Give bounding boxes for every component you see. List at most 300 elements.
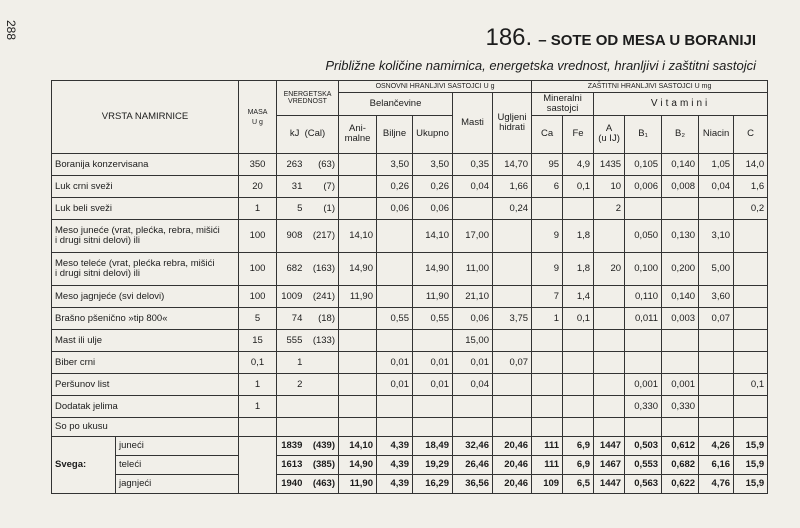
cell-mas: 11,00 <box>453 252 493 285</box>
cell-b1: 0,105 <box>625 153 662 175</box>
cell-masa: 350 <box>239 153 277 175</box>
cell-masa: 1 <box>239 395 277 417</box>
cell-c: 15,9 <box>734 436 768 455</box>
cell-a <box>594 285 625 307</box>
cell-bil: 4,39 <box>377 436 413 455</box>
header-ugljeni: Ugljeni hidrati <box>493 93 532 154</box>
cell-b2: 0,003 <box>662 307 699 329</box>
item-name: Dodatak jelima <box>55 400 118 412</box>
cell-kj: 5 <box>297 202 303 214</box>
cell-c: 1,6 <box>734 175 768 197</box>
nutrition-table <box>51 80 768 494</box>
cell-b1: 0,503 <box>625 436 662 455</box>
item-name: Luk beli sveži <box>55 202 113 214</box>
header-masa-label: MASA <box>247 109 268 116</box>
cell-b1: 0,330 <box>625 395 662 417</box>
cell-b1 <box>625 417 662 436</box>
cell-ca: 95 <box>532 153 563 175</box>
cell-bil <box>377 252 413 285</box>
cell-c <box>734 395 768 417</box>
cell-b1: 0,011 <box>625 307 662 329</box>
cell-cal: (63) <box>318 158 335 170</box>
cell-nia: 5,00 <box>699 252 734 285</box>
cell-a: 10 <box>594 175 625 197</box>
cell-uku: 0,01 <box>413 351 453 373</box>
cell-ani: 14,90 <box>339 252 377 285</box>
cell-energy <box>277 175 339 197</box>
cell-a <box>594 307 625 329</box>
cell-nia <box>699 329 734 351</box>
item-name: Peršunov list <box>55 378 110 390</box>
cell-ani <box>339 329 377 351</box>
cell-masa: 100 <box>239 252 277 285</box>
cell-nia: 4,26 <box>699 436 734 455</box>
cell-b1: 0,050 <box>625 219 662 252</box>
cell-masa: 15 <box>239 329 277 351</box>
cell-ca <box>532 395 563 417</box>
header-vrsta: VRSTA NAMIRNICE <box>52 81 239 154</box>
cell-ani <box>339 307 377 329</box>
item-name: Meso teleće (vrat, plećka rebra, mišići <box>55 257 215 269</box>
cell-fe: 1,8 <box>563 219 594 252</box>
cell-a: 1447 <box>594 474 625 493</box>
cell-cal: (18) <box>318 312 335 324</box>
cell-name <box>52 373 239 395</box>
cell-energy <box>277 395 339 417</box>
cell-b2: 0,140 <box>662 285 699 307</box>
table-row <box>52 307 768 329</box>
cell-c: 0,2 <box>734 197 768 219</box>
header-belancevine: Belančevine <box>339 93 453 116</box>
cell-kj: 908 <box>286 229 303 241</box>
cell-masa: 20 <box>239 175 277 197</box>
cell-ani: 11,90 <box>339 285 377 307</box>
cell-cal: (385) <box>312 459 335 471</box>
cell-name <box>52 395 239 417</box>
table-subtitle: Približne količine namirnica, energetska vrednost, hranljivi i zaštitni sastojci <box>325 58 756 73</box>
cell-b2: 0,001 <box>662 373 699 395</box>
cell-energy <box>277 252 339 285</box>
cell-name <box>52 219 239 252</box>
recipe-number: 186. <box>485 24 533 51</box>
cell-kj: 31 <box>291 180 303 192</box>
cell-ugl <box>493 395 532 417</box>
cell-b2 <box>662 351 699 373</box>
cell-kj: 1613 <box>281 459 303 471</box>
cell-kj: 1940 <box>281 478 303 490</box>
cell-kj: 2 <box>297 378 303 390</box>
header-a-label: A <box>605 123 613 135</box>
cell-c <box>734 307 768 329</box>
cell-b1: 0,563 <box>625 474 662 493</box>
cell-fe <box>563 373 594 395</box>
cell-ugl <box>493 373 532 395</box>
cell-c: 14,0 <box>734 153 768 175</box>
cell-nia: 0,04 <box>699 175 734 197</box>
cell-ani <box>339 395 377 417</box>
cell-masa: 100 <box>239 219 277 252</box>
header-masa <box>239 81 277 154</box>
header-ukupno: Ukupno <box>413 115 453 153</box>
cell-nia <box>699 351 734 373</box>
cell-fe: 1,4 <box>563 285 594 307</box>
cell-bil <box>377 219 413 252</box>
cell-uku: 19,29 <box>413 455 453 474</box>
recipe-title <box>485 24 756 52</box>
cell-b1: 0,553 <box>625 455 662 474</box>
cell-energy <box>277 474 339 493</box>
cell-ugl <box>493 285 532 307</box>
table-row <box>52 329 768 351</box>
cell-ugl: 0,24 <box>493 197 532 219</box>
cell-cal: (133) <box>312 334 335 346</box>
cell-masa: 0,1 <box>239 351 277 373</box>
cell-nia <box>699 197 734 219</box>
cell-energy <box>277 197 339 219</box>
header-kj-cal <box>277 115 339 153</box>
cell-bil: 0,55 <box>377 307 413 329</box>
cell-b1 <box>625 351 662 373</box>
table-row <box>52 153 768 175</box>
cell-ani <box>339 197 377 219</box>
cell-name <box>52 197 239 219</box>
cell-energy <box>277 153 339 175</box>
cell-c <box>734 329 768 351</box>
cell-b1 <box>625 329 662 351</box>
item-name: Meso jagnjeće (svi delovi) <box>55 290 165 302</box>
cell-b2: 0,612 <box>662 436 699 455</box>
header-niacin: Niacin <box>699 115 734 153</box>
totals-label: Svega: <box>55 459 87 471</box>
header-masti: Masti <box>453 93 493 154</box>
cell-ugl: 3,75 <box>493 307 532 329</box>
cell-bil: 0,01 <box>377 373 413 395</box>
cell-ani: 11,90 <box>339 474 377 493</box>
header-vitamini: Vitamini <box>594 93 768 116</box>
cell-a <box>594 329 625 351</box>
cell-ugl <box>493 219 532 252</box>
item-name: Brašno pšenično »tip 800« <box>55 312 168 324</box>
cell-bil: 0,26 <box>377 175 413 197</box>
cell-cal: (241) <box>312 290 335 302</box>
cell-mas <box>453 417 493 436</box>
header-fe: Fe <box>563 115 594 153</box>
cell-b1: 0,100 <box>625 252 662 285</box>
cell-ca: 7 <box>532 285 563 307</box>
cell-a: 1467 <box>594 455 625 474</box>
cell-a <box>594 351 625 373</box>
cell-b1: 0,110 <box>625 285 662 307</box>
cell-cal: (217) <box>312 229 335 241</box>
cell-c: 15,9 <box>734 455 768 474</box>
cell-fe: 6,5 <box>563 474 594 493</box>
cell-fe: 0,1 <box>563 175 594 197</box>
cell-ca <box>532 197 563 219</box>
cell-energy <box>277 351 339 373</box>
cell-fe <box>563 197 594 219</box>
cell-c <box>734 252 768 285</box>
cell-nia <box>699 395 734 417</box>
header-osnovni: OSNOVNI HRANLJIVI SASTOJCI U g <box>339 81 532 93</box>
cell-uku: 14,90 <box>413 252 453 285</box>
cell-uku <box>413 395 453 417</box>
header-kj: kJ <box>289 128 300 140</box>
cell-nia: 0,07 <box>699 307 734 329</box>
header-animalne: Ani-malne <box>339 115 377 153</box>
cell-bil: 3,50 <box>377 153 413 175</box>
cell-uku <box>413 329 453 351</box>
cell-b2: 0,130 <box>662 219 699 252</box>
cell-name <box>52 351 239 373</box>
cell-c <box>734 351 768 373</box>
cell-uku: 0,01 <box>413 373 453 395</box>
cell-ani: 14,10 <box>339 219 377 252</box>
cell-cal: (7) <box>323 180 335 192</box>
cell-name <box>52 307 239 329</box>
cell-a: 1447 <box>594 436 625 455</box>
cell-kj: 1009 <box>281 290 303 302</box>
cell-name <box>52 417 239 436</box>
item-name: Mast ili ulje <box>55 334 102 346</box>
cell-mas: 0,35 <box>453 153 493 175</box>
page-number: 288 <box>4 20 18 41</box>
recipe-name: – SOTE OD MESA U BORANIJI <box>538 32 756 49</box>
table-row <box>52 373 768 395</box>
cell-name <box>52 175 239 197</box>
cell-mas: 32,46 <box>453 436 493 455</box>
item-name-cont: i drugi sitni delovi) ili <box>55 234 141 246</box>
cell-ugl <box>493 252 532 285</box>
cell-c <box>734 417 768 436</box>
cell-c: 15,9 <box>734 474 768 493</box>
cell-ugl: 20,46 <box>493 474 532 493</box>
cell-mas <box>453 197 493 219</box>
table-row <box>52 175 768 197</box>
cell-cal: (1) <box>323 202 335 214</box>
cell-ugl: 0,07 <box>493 351 532 373</box>
header-energetska: ENERGETSKA VREDNOST <box>277 81 339 116</box>
cell-ca <box>532 373 563 395</box>
cell-fe: 0,1 <box>563 307 594 329</box>
cell-nia: 1,05 <box>699 153 734 175</box>
table-row <box>52 219 768 252</box>
cell-fe <box>563 351 594 373</box>
cell-ca: 109 <box>532 474 563 493</box>
cell-bil <box>377 417 413 436</box>
cell-uku: 0,06 <box>413 197 453 219</box>
cell-ani: 14,10 <box>339 436 377 455</box>
cell-nia <box>699 373 734 395</box>
cell-nia: 6,16 <box>699 455 734 474</box>
header-ca: Ca <box>532 115 563 153</box>
cell-name <box>52 153 239 175</box>
cell-mas: 0,01 <box>453 351 493 373</box>
cell-a <box>594 219 625 252</box>
cell-kj: 1 <box>297 356 303 368</box>
totals-sub: jagnjeći <box>119 478 152 490</box>
cell-name <box>52 329 239 351</box>
table-row <box>52 351 768 373</box>
item-name: Boranija konzervisana <box>55 158 149 170</box>
cell-bil: 0,01 <box>377 351 413 373</box>
header-b2: B₂ <box>662 115 699 153</box>
cell-ugl <box>493 329 532 351</box>
cell-bil <box>377 329 413 351</box>
cell-mas: 36,56 <box>453 474 493 493</box>
cell-masa <box>239 417 277 436</box>
cell-ani <box>339 417 377 436</box>
cell-masa: 100 <box>239 285 277 307</box>
cell-b2: 0,200 <box>662 252 699 285</box>
totals-sub: teleći <box>116 456 238 475</box>
cell-kj: 682 <box>286 262 303 274</box>
item-name: So po ukusu <box>55 421 108 433</box>
table-row <box>52 285 768 307</box>
table-row <box>52 197 768 219</box>
cell-mas: 17,00 <box>453 219 493 252</box>
cell-b2: 0,622 <box>662 474 699 493</box>
cell-b2: 0,330 <box>662 395 699 417</box>
cell-energy <box>277 373 339 395</box>
header-a-unit: (u IJ) <box>598 133 620 145</box>
cell-nia <box>699 417 734 436</box>
cell-ca <box>532 351 563 373</box>
cell-bil: 4,39 <box>377 455 413 474</box>
cell-a <box>594 373 625 395</box>
cell-uku: 0,55 <box>413 307 453 329</box>
cell-a: 2 <box>594 197 625 219</box>
cell-nia: 4,76 <box>699 474 734 493</box>
cell-cal: (163) <box>312 262 335 274</box>
cell-ugl: 1,66 <box>493 175 532 197</box>
cell-c <box>734 285 768 307</box>
cell-fe <box>563 329 594 351</box>
cell-a: 20 <box>594 252 625 285</box>
cell-ani: 14,90 <box>339 455 377 474</box>
cell-bil <box>377 285 413 307</box>
cell-kj: 1839 <box>281 440 303 452</box>
cell-mas: 26,46 <box>453 455 493 474</box>
header-a <box>594 115 625 153</box>
cell-b2: 0,682 <box>662 455 699 474</box>
cell-energy <box>277 307 339 329</box>
totals-sub: juneći <box>116 437 238 456</box>
cell-ugl: 14,70 <box>493 153 532 175</box>
cell-ugl <box>493 417 532 436</box>
cell-bil: 4,39 <box>377 474 413 493</box>
cell-energy <box>277 417 339 436</box>
totals-label-cell <box>52 436 239 493</box>
cell-ca: 111 <box>532 436 563 455</box>
cell-ani <box>339 153 377 175</box>
cell-mas: 0,04 <box>453 373 493 395</box>
table-row <box>52 417 768 436</box>
cell-c: 0,1 <box>734 373 768 395</box>
cell-bil <box>377 395 413 417</box>
cell-ani <box>339 175 377 197</box>
item-name: Meso juneće (vrat, plećka, rebra, mišići <box>55 224 220 236</box>
cell-b1: 0,006 <box>625 175 662 197</box>
cell-fe: 6,9 <box>563 455 594 474</box>
cell-masa-total <box>239 436 277 493</box>
cell-bil: 0,06 <box>377 197 413 219</box>
cell-kj: 555 <box>286 334 303 346</box>
cell-energy <box>277 329 339 351</box>
cell-masa: 5 <box>239 307 277 329</box>
cell-cal: (439) <box>312 440 335 452</box>
cell-ani <box>339 373 377 395</box>
cell-ca: 9 <box>532 219 563 252</box>
cell-cal: (463) <box>312 478 335 490</box>
header-zastitni: ZAŠTITNI HRANLJIVI SASTOJCI U mg <box>532 81 768 93</box>
totals-row <box>52 436 768 455</box>
cell-ca <box>532 329 563 351</box>
cell-mas: 15,00 <box>453 329 493 351</box>
cell-mas <box>453 395 493 417</box>
header-biljne: Biljne <box>377 115 413 153</box>
cell-ugl: 20,46 <box>493 455 532 474</box>
header-masa-unit: U g <box>252 118 263 126</box>
cell-nia: 3,60 <box>699 285 734 307</box>
cell-fe: 1,8 <box>563 252 594 285</box>
item-name: Biber crni <box>55 356 96 368</box>
cell-fe <box>563 395 594 417</box>
cell-mas: 21,10 <box>453 285 493 307</box>
header-cal: (Cal) <box>304 128 326 140</box>
cell-fe <box>563 417 594 436</box>
cell-energy <box>277 285 339 307</box>
cell-ca: 1 <box>532 307 563 329</box>
cell-a <box>594 395 625 417</box>
cell-ca <box>532 417 563 436</box>
cell-ca: 6 <box>532 175 563 197</box>
cell-energy <box>277 436 339 455</box>
cell-fe: 4,9 <box>563 153 594 175</box>
cell-energy <box>277 219 339 252</box>
cell-ca: 9 <box>532 252 563 285</box>
cell-uku <box>413 417 453 436</box>
cell-masa: 1 <box>239 197 277 219</box>
item-name: Luk crni sveži <box>55 180 113 192</box>
header-b1: B₁ <box>625 115 662 153</box>
cell-uku: 3,50 <box>413 153 453 175</box>
header-mineralni: Mineralni sastojci <box>532 93 594 116</box>
cell-a: 1435 <box>594 153 625 175</box>
cell-b2: 0,008 <box>662 175 699 197</box>
header-c: C <box>734 115 768 153</box>
cell-c <box>734 219 768 252</box>
cell-a <box>594 417 625 436</box>
cell-ani <box>339 351 377 373</box>
cell-masa: 1 <box>239 373 277 395</box>
cell-b1: 0,001 <box>625 373 662 395</box>
cell-name <box>52 252 239 285</box>
cell-uku: 11,90 <box>413 285 453 307</box>
cell-mas: 0,06 <box>453 307 493 329</box>
cell-mas: 0,04 <box>453 175 493 197</box>
cell-name <box>52 285 239 307</box>
table-row <box>52 252 768 285</box>
cell-nia: 3,10 <box>699 219 734 252</box>
cell-fe: 6,9 <box>563 436 594 455</box>
cell-b2 <box>662 417 699 436</box>
cell-uku: 18,49 <box>413 436 453 455</box>
item-name-cont: i drugi sitni delovi) ili <box>55 267 141 279</box>
cell-b2 <box>662 329 699 351</box>
cell-ca: 111 <box>532 455 563 474</box>
cell-uku: 14,10 <box>413 219 453 252</box>
cell-b2 <box>662 197 699 219</box>
